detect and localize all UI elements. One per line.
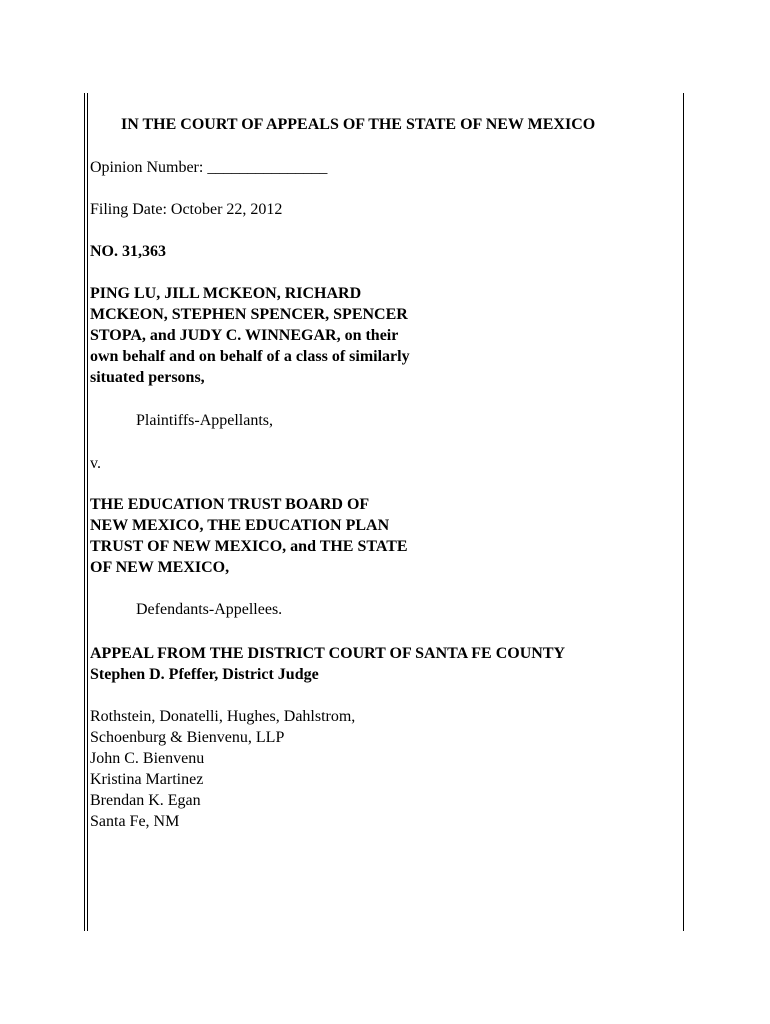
opinion-number: Opinion Number: _______________ bbox=[90, 159, 328, 176]
plaintiffs-line: MCKEON, STEPHEN SPENCER, SPENCER bbox=[90, 306, 408, 323]
plaintiffs-role: Plaintiffs-Appellants, bbox=[136, 412, 274, 429]
counsel-line: Brendan K. Egan bbox=[90, 792, 201, 809]
versus-label: v. bbox=[90, 455, 101, 472]
district-judge: Stephen D. Pfeffer, District Judge bbox=[90, 666, 319, 683]
filing-date: Filing Date: October 22, 2012 bbox=[90, 201, 283, 218]
counsel-line: Rothstein, Donatelli, Hughes, Dahlstrom, bbox=[90, 708, 356, 725]
defendants-line: OF NEW MEXICO, bbox=[90, 559, 230, 576]
counsel-line: Santa Fe, NM bbox=[90, 813, 180, 830]
counsel-line: John C. Bienvenu bbox=[90, 750, 205, 767]
plaintiffs-line: PING LU, JILL MCKEON, RICHARD bbox=[90, 285, 362, 302]
plaintiffs-line: STOPA, and JUDY C. WINNEGAR, on their bbox=[90, 327, 399, 344]
appeal-from: APPEAL FROM THE DISTRICT COURT OF SANTA FE COUNTY bbox=[90, 645, 566, 662]
plaintiffs-line: own behalf and on behalf of a class of similarly bbox=[90, 348, 410, 365]
court-title: IN THE COURT OF APPEALS OF THE STATE OF NEW MEXICO bbox=[121, 116, 596, 133]
left-margin-rule-inner bbox=[87, 93, 88, 931]
case-number: NO. 31,363 bbox=[90, 243, 166, 260]
counsel-line: Schoenburg & Bienvenu, LLP bbox=[90, 729, 285, 746]
right-margin-rule bbox=[683, 93, 684, 931]
defendants-role: Defendants-Appellees. bbox=[136, 601, 283, 618]
defendants-line: TRUST OF NEW MEXICO, and THE STATE bbox=[90, 538, 408, 555]
defendants-line: THE EDUCATION TRUST BOARD OF bbox=[90, 496, 370, 513]
plaintiffs-line: situated persons, bbox=[90, 369, 205, 386]
defendants-line: NEW MEXICO, THE EDUCATION PLAN bbox=[90, 517, 390, 534]
counsel-line: Kristina Martinez bbox=[90, 771, 204, 788]
left-margin-rule-outer bbox=[84, 93, 85, 931]
